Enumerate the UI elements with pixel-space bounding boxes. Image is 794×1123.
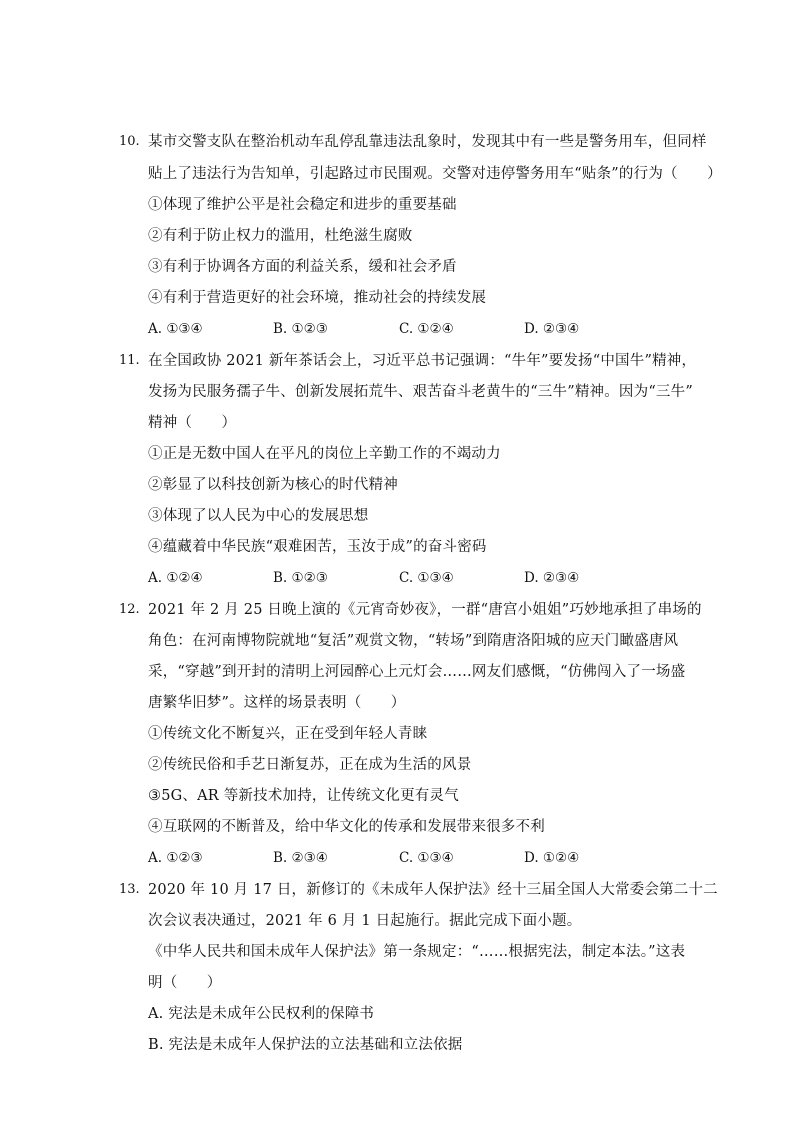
- question-13-option-a[interactable]: A. 宪法是未成年公民权利的保障书: [148, 1006, 375, 1022]
- question-12-option-b[interactable]: B. ②③④: [273, 850, 328, 866]
- question-10-statement-1: ①体现了维护公平是社会稳定和进步的重要基础: [148, 197, 457, 213]
- question-10-stem-line-1: 某市交警支队在整治机动车乱停乱靠违法乱象时，发现其中有一些是警务用车，但同样: [148, 134, 707, 150]
- question-11-number: 11.: [119, 353, 140, 368]
- question-11-stem-line-1: 在全国政协 2021 新年茶话会上，习近平总书记强调：“牛年”要发扬“中国牛”精神，: [148, 353, 697, 369]
- question-10-option-a[interactable]: A. ①③④: [148, 321, 203, 337]
- question-13-number: 13.: [119, 882, 140, 897]
- question-10-option-b[interactable]: B. ①②③: [273, 321, 328, 337]
- question-12-option-a[interactable]: A. ①②③: [148, 850, 203, 866]
- question-11-option-a[interactable]: A. ①②④: [148, 570, 203, 586]
- question-12-statement-1: ①传统文化不断复兴，正在受到年轻人青睐: [148, 726, 428, 742]
- question-12-statement-4: ④互联网的不断普及，给中华文化的传承和发展带来很多不利: [148, 819, 545, 835]
- question-11-stem-line-2: 发扬为民服务孺子牛、创新发展拓荒牛、艰苦奋斗老黄牛的“三牛”精神。因为“三牛”: [148, 384, 693, 400]
- question-13-stem-line-4: 明（ ）: [148, 975, 222, 991]
- question-10-statement-2: ②有利于防止权力的滥用，杜绝滋生腐败: [148, 228, 413, 244]
- question-11-option-c[interactable]: C. ①③④: [399, 570, 454, 586]
- question-10-statement-4: ④有利于营造更好的社会环境，推动社会的持续发展: [148, 290, 487, 306]
- question-10-statement-3: ③有利于协调各方面的利益关系，缓和社会矛盾: [148, 259, 457, 275]
- question-10-number: 10.: [119, 134, 140, 149]
- question-12-statement-3: ③5G、AR 等新技术加持，让传统文化更有灵气: [148, 788, 459, 804]
- question-12-option-d[interactable]: D. ①②④: [524, 850, 580, 866]
- question-11-option-d[interactable]: D. ②③④: [524, 570, 580, 586]
- question-11-statement-4: ④蕴藏着中华民族“艰难困苦，玉汝于成”的奋斗密码: [148, 539, 487, 555]
- question-12-stem-line-3: 采，“穿越”到开封的清明上河园醉心上元灯会……网友们感慨，“仿佛闯入了一场盛: [148, 664, 686, 680]
- question-10-option-d[interactable]: D. ②③④: [524, 321, 580, 337]
- question-12-option-c[interactable]: C. ①③④: [399, 850, 454, 866]
- question-12-number: 12.: [119, 602, 140, 617]
- question-12-stem-line-2: 角色：在河南博物院就地“复活”观赏文物，“转场”到隋唐洛阳城的应天门瞰盛唐风: [148, 633, 679, 649]
- question-11-stem-line-3: 精神（ ）: [148, 415, 237, 431]
- question-13-stem-line-2: 次会议表决通过，2021 年 6 月 1 日起施行。据此完成下面小题。: [148, 913, 582, 929]
- question-11-option-b[interactable]: B. ①②③: [273, 570, 328, 586]
- question-12-stem-line-4: 唐繁华旧梦”。这样的场景表明（ ）: [148, 695, 406, 711]
- question-13-option-b[interactable]: B. 宪法是未成年人保护法的立法基础和立法依据: [148, 1037, 463, 1053]
- question-13-stem-line-3: 《中华人民共和国未成年人保护法》第一条规定：“……根据宪法，制定本法。”这表: [148, 944, 686, 960]
- question-10-stem-line-2: 贴上了违法行为告知单，引起路过市民围观。交警对违停警务用车“贴条”的行为（ ）: [148, 166, 722, 182]
- question-10-option-c[interactable]: C. ①②④: [399, 321, 454, 337]
- question-13-stem-line-1: 2020 年 10 月 17 日，新修订的《未成年人保护法》经十三届全国人大常委会第二十二: [148, 882, 718, 898]
- question-11-statement-2: ②彰显了以科技创新为核心的时代精神: [148, 477, 398, 493]
- question-11-statement-3: ③体现了以人民为中心的发展思想: [148, 508, 369, 524]
- question-12-statement-2: ②传统民俗和手艺日渐复苏，正在成为生活的风景: [148, 757, 472, 773]
- question-11-statement-1: ①正是无数中国人在平凡的岗位上辛勤工作的不竭动力: [148, 446, 501, 462]
- question-12-stem-line-1: 2021 年 2 月 25 日晚上演的《元宵奇妙夜》，一群“唐宫小姐姐”巧妙地承担了串场的: [148, 602, 702, 618]
